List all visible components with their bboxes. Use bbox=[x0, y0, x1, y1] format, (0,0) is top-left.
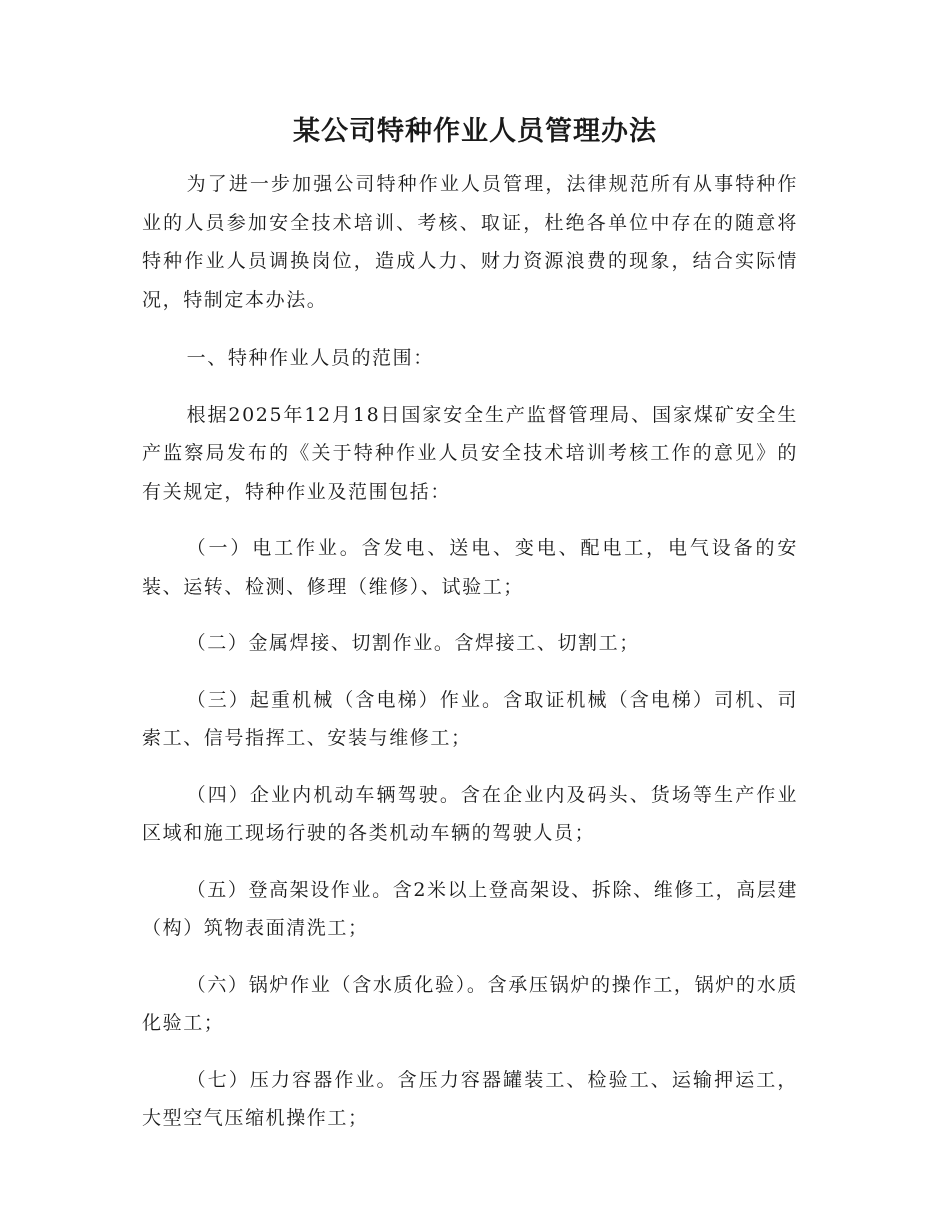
list-item-boiler: （六）锅炉作业（含水质化验）。含承压锅炉的操作工，锅炉的水质化验工； bbox=[142, 973, 798, 1034]
intro-paragraph: 为了进一步加强公司特种作业人员管理，法律规范所有从事特种作业的人员参加安全技术培训、考核、取证，杜绝各单位中存在的随意将特种作业人员调换岗位，造成人力、财力资源浪费的现象，结合实际情况，特制定本办法。 bbox=[142, 173, 798, 311]
document-title: 某公司特种作业人员管理办法 bbox=[293, 116, 657, 147]
list-item-welding: （二）金属焊接、切割作业。含焊接工、切割工； bbox=[186, 632, 640, 654]
list-item-height-work: （五）登高架设作业。含2米以上登高架设、拆除、维修工，高层建（构）筑物表面清洗工； bbox=[142, 878, 798, 939]
list-item-lifting: （三）起重机械（含电梯）作业。含取证机械（含电梯）司机、司索工、信号指挥工、安装与维修工； bbox=[142, 688, 798, 749]
document-body bbox=[142, 165, 798, 1156]
section-heading-scope: 一、特种作业人员的范围： bbox=[186, 347, 434, 369]
list-item-electrician: （一）电工作业。含发电、送电、变电、配电工，电气设备的安装、运转、检测、修理（维修）、试验工； bbox=[142, 537, 798, 598]
list-item-pressure-vessel: （七）压力容器作业。含压力容器罐装工、检验工、运输押运工，大型空气压缩机操作工； bbox=[142, 1068, 798, 1129]
list-item-vehicle: （四）企业内机动车辆驾驶。含在企业内及码头、货场等生产作业区域和施工现场行驶的各类机动车辆的驾驶人员； bbox=[142, 783, 798, 844]
basis-paragraph: 根据2025年12月18日国家安全生产监督管理局、国家煤矿安全生产监察局发布的《关于特种作业人员安全技术培训考核工作的意见》的有关规定，特种作业及范围包括： bbox=[142, 403, 798, 503]
